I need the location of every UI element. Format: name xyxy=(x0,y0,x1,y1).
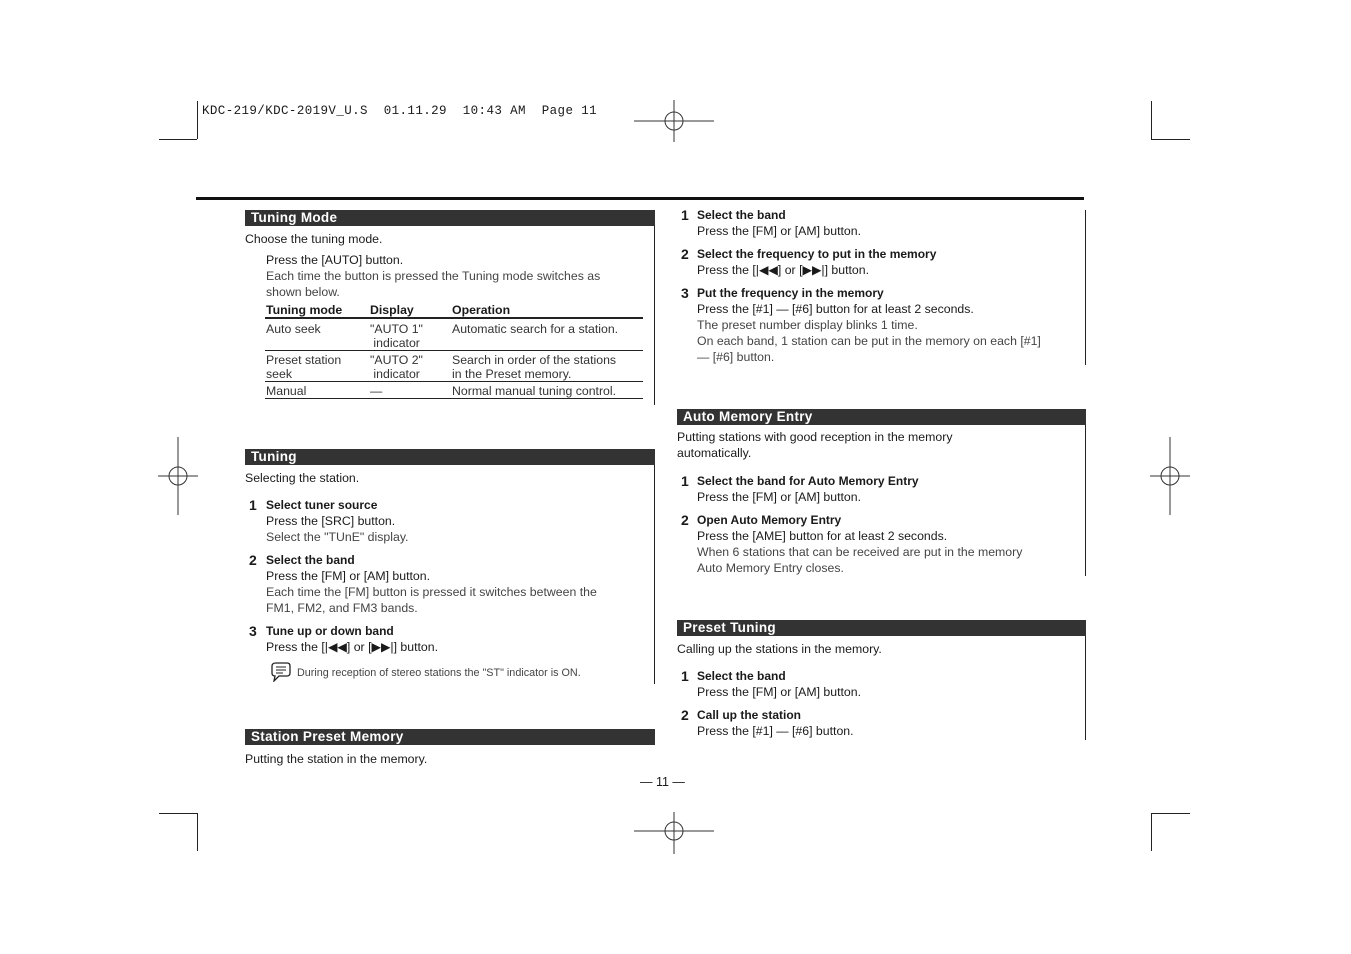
step-title: Select the band xyxy=(697,208,786,222)
step-title: Select the band for Auto Memory Entry xyxy=(697,474,919,488)
crop-mark-bl-h xyxy=(159,813,197,814)
step-line: Press the [FM] or [AM] button. xyxy=(697,224,862,238)
section-title-tuning: Tuning xyxy=(245,449,655,465)
step-line: Auto Memory Entry closes. xyxy=(697,561,844,575)
table-cell: Auto seek xyxy=(266,322,321,336)
rule-right-2 xyxy=(1085,409,1086,576)
registration-mark-bottom-icon xyxy=(634,812,714,854)
section-title-preset-tuning: Preset Tuning xyxy=(677,620,1086,636)
section-title-auto-memory: Auto Memory Entry xyxy=(677,409,1086,425)
crop-mark-tl-h xyxy=(159,139,197,140)
table-bottom-rule xyxy=(265,398,643,399)
crop-mark-bl-v xyxy=(197,813,198,851)
step-line: The preset number display blinks 1 time. xyxy=(697,318,918,332)
crop-mark-br-h xyxy=(1151,813,1190,814)
step-number: 1 xyxy=(681,668,689,684)
step-line: Press the [FM] or [AM] button. xyxy=(266,569,431,583)
step-title: Select tuner source xyxy=(266,498,378,512)
table-cell: "AUTO 1" xyxy=(370,322,423,336)
crop-mark-tr-h xyxy=(1151,139,1190,140)
rule-left-1 xyxy=(654,210,655,405)
step-title: Open Auto Memory Entry xyxy=(697,513,842,527)
step-number: 2 xyxy=(681,246,689,262)
step-line: — [#6] button. xyxy=(697,350,775,364)
table-cell: indicator xyxy=(370,336,420,350)
step-line: Press the [SRC] button. xyxy=(266,514,396,528)
tuning-mode-note-1: Each time the button is pressed the Tuning mode switches as xyxy=(266,269,601,283)
step-line: Press the [FM] or [AM] button. xyxy=(697,685,862,699)
table-header-display: Display xyxy=(370,303,414,317)
step-number: 1 xyxy=(249,497,257,513)
table-cell: Preset station xyxy=(266,353,342,367)
table-cell: Normal manual tuning control. xyxy=(452,384,617,398)
step-line: Press the [|◀◀] or [▶▶|] button. xyxy=(697,263,870,277)
table-cell: seek xyxy=(266,367,292,381)
step-line: Press the [#1] — [#6] button. xyxy=(697,724,854,738)
step-number: 3 xyxy=(681,285,689,301)
step-number: 1 xyxy=(681,473,689,489)
table-cell: Search in order of the stations xyxy=(452,353,617,367)
crop-mark-tr-v xyxy=(1151,101,1152,139)
step-title: Select the band xyxy=(266,553,355,567)
step-line: Each time the [FM] button is pressed it switches between the xyxy=(266,585,597,599)
step-line: Press the [#1] — [#6] button for at least 2 seconds. xyxy=(697,302,974,316)
page-number: — 11 — xyxy=(640,775,685,789)
table-header-rule xyxy=(265,317,643,319)
table-row-rule xyxy=(265,350,643,351)
step-line: When 6 stations that can be received are put in the memory xyxy=(697,545,1023,559)
rule-right-1 xyxy=(1085,210,1086,365)
tuning-intro: Selecting the station. xyxy=(245,471,360,485)
note-icon xyxy=(269,662,293,682)
station-preset-intro: Putting the station in the memory. xyxy=(245,752,428,766)
table-cell: Automatic search for a station. xyxy=(452,322,619,336)
rule-right-3 xyxy=(1085,620,1086,740)
preset-tuning-intro: Calling up the stations in the memory. xyxy=(677,642,882,656)
crop-mark-br-v xyxy=(1151,813,1152,851)
step-line: Press the [|◀◀] or [▶▶|] button. xyxy=(266,640,439,654)
step-number: 2 xyxy=(249,552,257,568)
step-line: Press the [AME] button for at least 2 seconds. xyxy=(697,529,948,543)
table-cell: in the Preset memory. xyxy=(452,367,572,381)
step-number: 2 xyxy=(681,512,689,528)
top-rule xyxy=(196,197,1084,200)
step-line: On each band, 1 station can be put in the memory on each [#1] xyxy=(697,334,1041,348)
table-row-rule xyxy=(265,381,643,382)
step-number: 2 xyxy=(681,707,689,723)
table-cell: — xyxy=(370,384,383,398)
step-number: 3 xyxy=(249,623,257,639)
rule-left-2 xyxy=(654,449,655,684)
table-header-mode: Tuning mode xyxy=(266,303,343,317)
step-line: Select the "TUnE" display. xyxy=(266,530,409,544)
tuning-note: During reception of stereo stations the "ST" indicator is ON. xyxy=(297,667,581,679)
registration-mark-right-icon xyxy=(1150,437,1190,515)
step-title: Put the frequency in the memory xyxy=(697,286,884,300)
registration-mark-top-icon xyxy=(634,100,714,142)
auto-memory-intro-1: Putting stations with good reception in the memory xyxy=(677,430,953,444)
tuning-mode-note-2: shown below. xyxy=(266,285,340,299)
table-header-operation: Operation xyxy=(452,303,511,317)
tuning-mode-intro: Choose the tuning mode. xyxy=(245,232,383,246)
step-number: 1 xyxy=(681,207,689,223)
step-title: Tune up or down band xyxy=(266,624,394,638)
step-line: Press the [FM] or [AM] button. xyxy=(697,490,862,504)
section-title-tuning-mode: Tuning Mode xyxy=(245,210,655,226)
table-cell: "AUTO 2" xyxy=(370,353,423,367)
section-title-station-preset: Station Preset Memory xyxy=(245,729,655,745)
table-cell: Manual xyxy=(266,384,307,398)
step-title: Select the band xyxy=(697,669,786,683)
registration-mark-left-icon xyxy=(158,437,198,515)
step-title: Select the frequency to put in the memory xyxy=(697,247,937,261)
tuning-mode-press: Press the [AUTO] button. xyxy=(266,253,404,267)
print-slug: KDC-219/KDC-2019V_U.S 01.11.29 10:43 AM Page 11 xyxy=(202,104,598,118)
crop-mark-tl-v xyxy=(197,101,198,139)
step-line: FM1, FM2, and FM3 bands. xyxy=(266,601,418,615)
auto-memory-intro-2: automatically. xyxy=(677,446,752,460)
table-cell: indicator xyxy=(370,367,420,381)
step-title: Call up the station xyxy=(697,708,802,722)
